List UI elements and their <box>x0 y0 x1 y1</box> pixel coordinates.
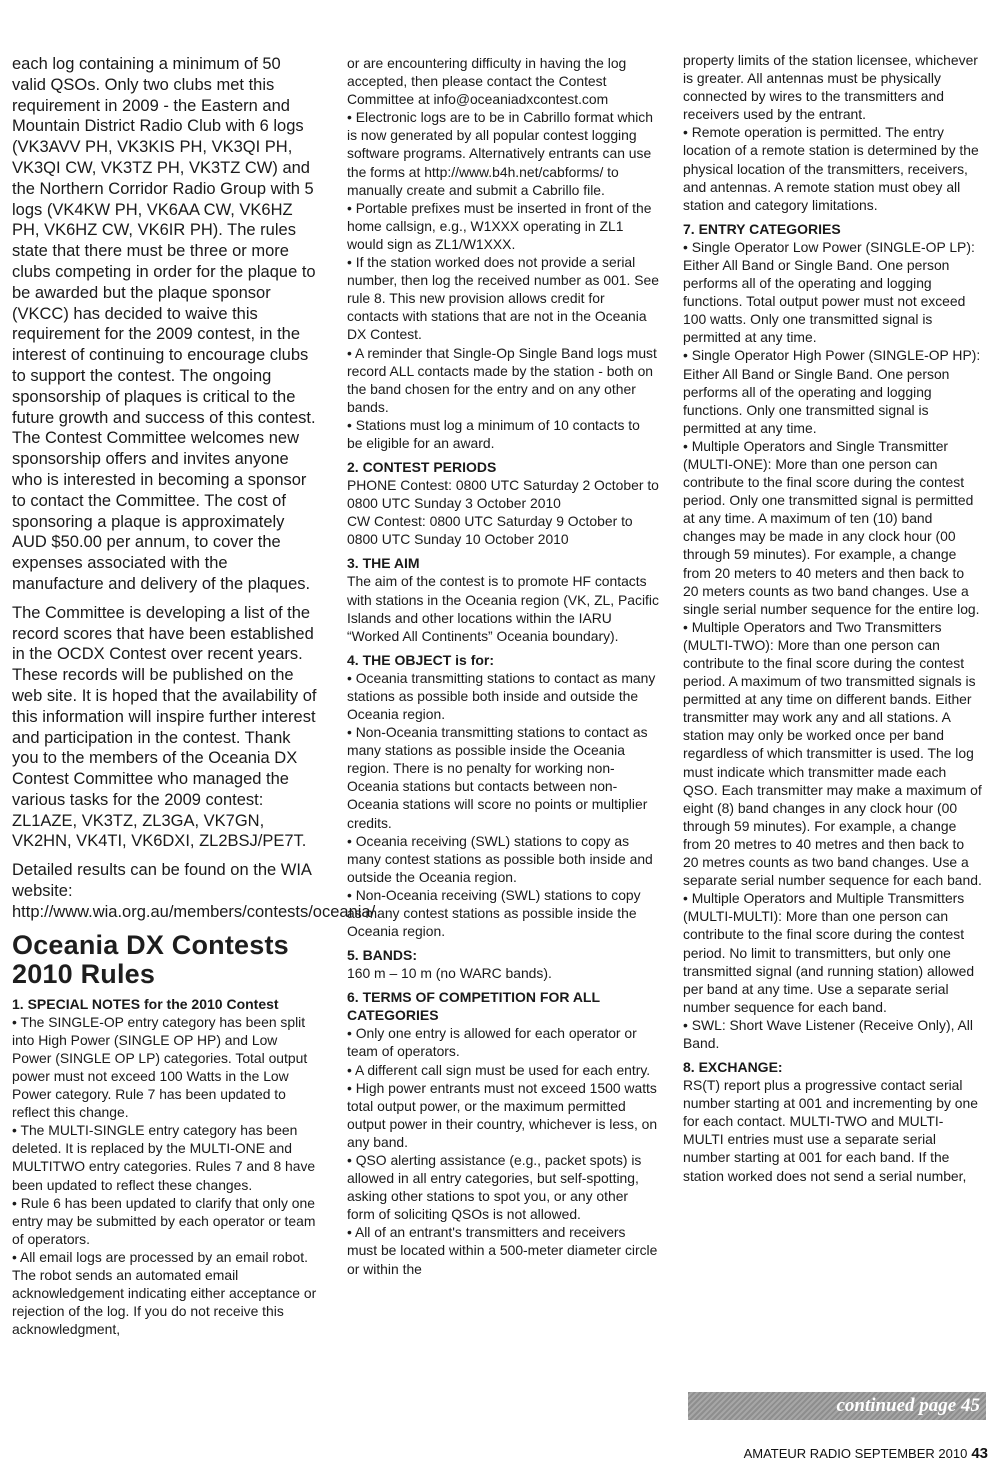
list-item: • If the station worked does not provide a serial number, then log the received number as 001. See rule 8. This new provision allows credit for contacts with stations that are not in the Oceania DX Contest. <box>347 254 659 343</box>
body-paragraph: The Committee is developing a list of the record scores that have been established in the OCDX Contest over recent years. These records will be published on the web site. It is hoped that the availability of this information will inspire further interest and participation in the contest. Thank you to the members of the Oceania DX Contest Committee who managed the various tasks for the 2009 contest: ZL1AZE, VK3TZ, ZL3GA, VK7GN, VK2HN, VK4TI, VK6DXI, ZL2BSJ/PE7T. <box>12 603 317 851</box>
list-item: • QSO alerting assistance (e.g., packet spots) is allowed in all entry categories, but self-spotting, asking other stations to spot you, or any other form of soliciting QSOs is not allowed. <box>347 1151 642 1223</box>
column-2 <box>347 54 659 1278</box>
list-item: PHONE Contest: 0800 UTC Saturday 2 October to 0800 UTC Sunday 3 October 2010 <box>347 477 659 512</box>
column-3 <box>683 51 983 1185</box>
list-item: • Electronic logs are to be in Cabrillo format which is now generated by all popular contest logging software programs. Alternatively entrants can use the forms at http://www.b4h.net/cabforms/ to manually create and submit a Cabrillo file. <box>347 109 653 198</box>
list-item: • Single Operator High Power (SINGLE-OP HP): Either All Band or Single Band. One person performs all of the operating and logging functions. Only one transmitted signal is permitted at any time. <box>683 347 981 436</box>
section-heading: 6. TERMS OF COMPETITION FOR ALL CATEGORIES <box>347 989 600 1024</box>
list-item: • Single Operator Low Power (SINGLE-OP LP): Either All Band or Single Band. One person performs all of the operating and logging functions. Total output power must not exceed 100 watts. Only one transmitted signal is permitted at any time. <box>683 238 975 346</box>
list-item: • A different call sign must be used for each entry. <box>347 1061 651 1078</box>
list-item: • High power entrants must not exceed 1500 watts total output power, or the maximum permitted output power in their country, whichever is less, on any band. <box>347 1079 658 1150</box>
section-heading: 7. ENTRY CATEGORIES <box>683 220 841 237</box>
list-item: • Multiple Operators and Two Transmitters (MULTI-TWO): More than one person can contribute to the final score during the contest period. A maximum of two transmitted signals is permitted at any time on different bands. Either transmitter may work any and all stations. A station may only be worked once per band regardless of which transmitter is used. The log must indicate which transmitter made each QSO. Each transmitter may make a maximum of eight (8) band changes in any clock hour (00 through 59 minutes). For example, a change from 20 metres to 40 metres and then back to 20 metres counts as two band changes. Use a separate serial number sequence for each band. <box>683 618 982 889</box>
list-item: • Portable prefixes must be inserted in front of the home callsign, e.g., W1XXX operating in ZL1 would sign as ZL1/W1XXX. <box>347 199 652 252</box>
list-item: • A reminder that Single-Op Single Band logs must record ALL contacts made by the station - both on the band chosen for the entry and on any other bands. <box>347 344 657 415</box>
list-item: • Oceania transmitting stations to contact as many stations as possible both inside and outside the Oceania region. <box>347 669 656 722</box>
section-heading: 1. SPECIAL NOTES for the 2010 Contest <box>12 995 279 1012</box>
section-heading: 2. CONTEST PERIODS <box>347 459 497 476</box>
list-item: property limits of the station licensee, whichever is greater. All antennas must be physically connected by wires to the transmitters and receivers used by the entrant. <box>683 52 978 123</box>
list-item: • The SINGLE-OP entry category has been split into High Power (SINGLE OP HP) and Low Power (SINGLE OP LP) categories. Total output power must not exceed 100 Watts in the Low Power category. Rule 7 has been updated to reflect this change. <box>12 1013 308 1121</box>
list-item: • All of an entrant's transmitters and receivers must be located within a 500-meter diameter circle or within the <box>347 1224 658 1277</box>
continued-banner <box>688 1392 986 1420</box>
list-item: • Only one entry is allowed for each operator or team of operators. <box>347 1025 637 1060</box>
list-item: • Remote operation is permitted. The entry location of a remote station is determined by the physical location of the transmitters, receivers, and antennas. A remote station must obey all station and category limitations. <box>683 124 979 213</box>
list-item: • SWL: Short Wave Listener (Receive Only), All Band. <box>683 1016 973 1051</box>
list-item: • Non-Oceania transmitting stations to contact as many stations as possible inside the Oceania region. There is no penalty for working non-Oceania stations but contacts between non-Oceania stations will score no points or multiplier credits. <box>347 724 648 831</box>
list-item: • Multiple Operators and Multiple Transmitters (MULTI-MULTI): More than one person can contribute to the final score during the contest period. No limit to transmitters, but only one transmitted signal (and running station) allowed per band at any time. Use a separate serial number sequence for each band. <box>683 890 975 1015</box>
list-item: • The MULTI-SINGLE entry category has been deleted. It is replaced by the MULTI-ONE and MULTITWO entry categories. Rules 7 and 8 have been updated to reflect these changes. <box>12 1122 316 1193</box>
list-item: • Stations must log a minimum of 10 contacts to be eligible for an award. <box>347 416 640 451</box>
magazine-issue: AMATEUR RADIO SEPTEMBER 2010 <box>743 1446 968 1461</box>
list-item: RS(T) report plus a progressive contact serial number starting at 001 and incrementing by one for each contact. MULTI-TWO and MULTI-MULTI entries must use a separate serial number starting at 001 for each band. If the station worked does not send a serial number, <box>683 1077 978 1184</box>
continued-label: continued page 45 <box>836 1395 980 1416</box>
list-item: 160 m – 10 m (no WARC bands). <box>347 965 552 982</box>
body-paragraph: each log containing a minimum of 50 valid QSOs. Only two clubs met this requirement in 2009 - the Eastern and Mountain District Radio Club with 6 logs (VK3AVV PH, VK3KIS PH, VK3QI PH, VK3QI CW, VK3TZ PH, VK3TZ CW) and the Northern Corridor Radio Group with 5 logs (VK4KW PH, VK6AA CW, VK6HZ PH, VK6HZ CW, VK6IR PH). The rules state that there must be three or more clubs competing in order for the plaque to be awarded but the plaque sponsor (VKCC) has decided to waive this requirement for the 2009 contest, in the interest of continuing to encourage clubs to support the contest. The ongoing sponsorship of plaques is critical to the future growth and success of this contest. The Contest Committee welcomes new sponsorship offers and invites anyone who is interested in becoming a sponsor to contact the Committee. The cost of sponsoring a plaque is approximately AUD $50.00 per annum, to cover the expenses associated with the manufacture and delivery of the plaques. <box>12 55 316 593</box>
list-item: or are encountering difficulty in having the log accepted, then please contact the Contest Committee at info@oceaniadxcontest.com <box>347 55 627 108</box>
page-footer <box>744 1445 988 1462</box>
section-heading: 3. THE AIM <box>347 555 420 572</box>
list-item: The aim of the contest is to promote HF contacts with stations in the Oceania region (VK, ZL, Pacific Islands and other locations within the IARU “Worked All Continents” Oceania boundary). <box>347 573 659 644</box>
page-number: 43 <box>971 1445 988 1462</box>
section-heading: 4. THE OBJECT is for: <box>347 651 495 668</box>
list-item: • Oceania receiving (SWL) stations to copy as many contest stations as possible both inside and outside the Oceania region. <box>347 832 653 885</box>
article-title: Oceania DX Contests 2010 Rules <box>12 929 289 989</box>
list-item: • Non-Oceania receiving (SWL) stations to copy as many contest stations as possible inside the Oceania region. <box>347 886 641 940</box>
list-item: CW Contest: 0800 UTC Saturday 9 October to 0800 UTC Sunday 10 October 2010 <box>347 513 633 548</box>
list-item: • Multiple Operators and Single Transmitter (MULTI-ONE): More than one person can contribute to the final score during the contest period. Only one transmitted signal is permitted at any time. A maximum of ten (10) band changes may be made in any clock hour (00 through 59 minutes). For example, a change from 20 meters to 40 meters and then back to 20 meters counts as two band changes. Use a single serial number sequence for the entire log. <box>683 437 980 617</box>
column-1 <box>12 54 376 1338</box>
list-item: • Rule 6 has been updated to clarify that only one entry may be submitted by each operator or team of operators. <box>12 1194 316 1247</box>
section-heading: 5. BANDS: <box>347 947 418 964</box>
section-heading: 8. EXCHANGE: <box>683 1059 783 1076</box>
body-paragraph: Detailed results can be found on the WIA website: http://www.wia.org.au/members/contests/oceania/ <box>12 861 376 921</box>
list-item: • All email logs are processed by an email robot. The robot sends an automated email acknowledgement indicating either acceptance or rejection of the log. If you do not receive this acknowledgment, <box>12 1248 317 1338</box>
